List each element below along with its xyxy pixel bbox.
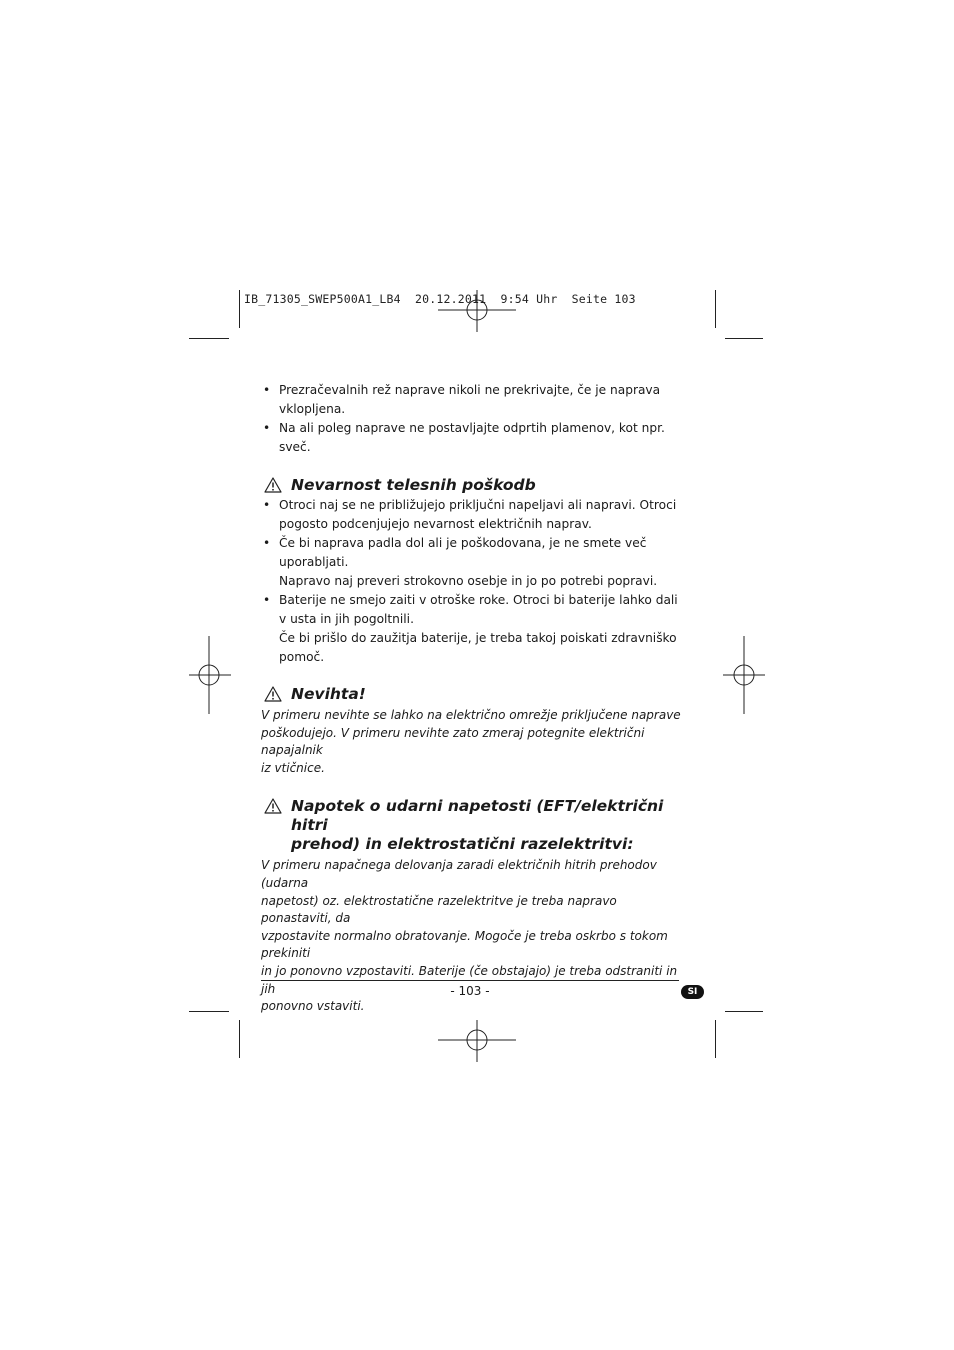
bullet-text-line: Napravo naj preveri strokovno osebje in jo po potrebi popravi. <box>279 574 658 588</box>
paragraph-line: iz vtičnice. <box>261 760 325 775</box>
crop-mark-top-right-v <box>715 290 716 328</box>
bullet-text-line: pogosto podcenjujejo nevarnost električnih naprav. <box>279 517 592 531</box>
storm-paragraph <box>261 707 681 777</box>
paragraph-line: napetost) oz. elektrostatične razelektritve je treba napravo ponastaviti, da <box>261 893 617 926</box>
crop-mark-bottom-right-v <box>715 1020 716 1058</box>
section-title: prehod) in elektrostatični razelektritvi: <box>291 835 634 854</box>
page-number: - 103 - <box>450 984 490 998</box>
bullet-text-line: Če bi prišlo do zaužitja baterije, je treba takoj poiskati zdravniško <box>279 631 677 645</box>
warning-triangle-icon <box>264 798 282 814</box>
print-slug-header: IB_71305_SWEP500A1_LB4 20.12.2011 9:54 Uhr Seite 103 <box>244 292 636 306</box>
paragraph-line: V primeru napačnega delovanja zaradi električnih hitrih prehodov (udarna <box>261 858 657 890</box>
section-title: Nevarnost telesnih poškodb <box>291 476 536 494</box>
bullet-text-line: v usta in jih pogoltnili. <box>279 612 414 626</box>
bullet-text-line: • Baterije ne smejo zaiti v otroške roke. Otroci bi baterije lahko dali <box>279 593 678 607</box>
registration-mark-right <box>723 636 765 714</box>
warning-triangle-icon <box>264 477 282 493</box>
list-item <box>261 534 681 591</box>
list-item <box>261 591 681 667</box>
paragraph-line: ponovno vstaviti. <box>261 999 365 1014</box>
paragraph-line: vzpostavite normalno obratovanje. Mogoče je treba oskrbo s tokom prekiniti <box>261 928 668 961</box>
list-item <box>261 381 681 419</box>
section-heading-eft-esd <box>261 797 681 854</box>
language-badge: SI <box>681 985 704 999</box>
registration-mark-bottom <box>438 1020 516 1062</box>
page-content <box>261 381 681 1016</box>
bullet-text-line: • Otroci naj se ne približujejo priključni napeljavi ali napravi. Otroci <box>279 498 677 512</box>
crop-mark-bottom-left-h <box>189 1011 229 1012</box>
crop-mark-bottom-right-h <box>725 1011 763 1012</box>
section-heading-storm <box>261 685 681 704</box>
paragraph-line: V primeru nevihte se lahko na električno omrežje priključene naprave <box>261 708 681 722</box>
crop-mark-bottom-left-v <box>239 1020 240 1058</box>
injury-bullet-list <box>261 496 681 667</box>
bullet-text-line: pomoč. <box>279 650 325 664</box>
footer-rule <box>261 980 679 981</box>
paragraph-line: poškodujejo. V primeru nevihte zato zmeraj potegnite električni napajalnik <box>261 725 645 758</box>
section-title: Napotek o udarni napetosti (EFT/električni hitri <box>291 797 664 835</box>
registration-mark-top <box>438 290 516 332</box>
bullet-text-line: • Na ali poleg naprave ne postavljajte odprtih plamenov, kot npr. sveč. <box>279 421 665 454</box>
warning-triangle-icon <box>264 686 282 702</box>
section-heading-injury <box>261 476 681 495</box>
crop-mark-top-left-v <box>239 290 240 328</box>
list-item <box>261 496 681 534</box>
bullet-text-line: • Prezračevalnih rež naprave nikoli ne prekrivajte, če je naprava vklopljena. <box>279 383 661 416</box>
list-item <box>261 419 681 457</box>
crop-mark-top-right-h <box>725 338 763 339</box>
bullet-text-line: • Če bi naprava padla dol ali je poškodovana, je ne smete več uporabljati. <box>279 536 647 569</box>
top-bullet-list <box>261 381 681 457</box>
crop-mark-top-left-h <box>189 338 229 339</box>
registration-mark-left <box>189 636 231 714</box>
section-title: Nevihta! <box>291 685 366 703</box>
paragraph-line: in jo ponovno vzpostaviti. Baterije (če obstajajo) je treba odstraniti in jih <box>261 963 678 996</box>
